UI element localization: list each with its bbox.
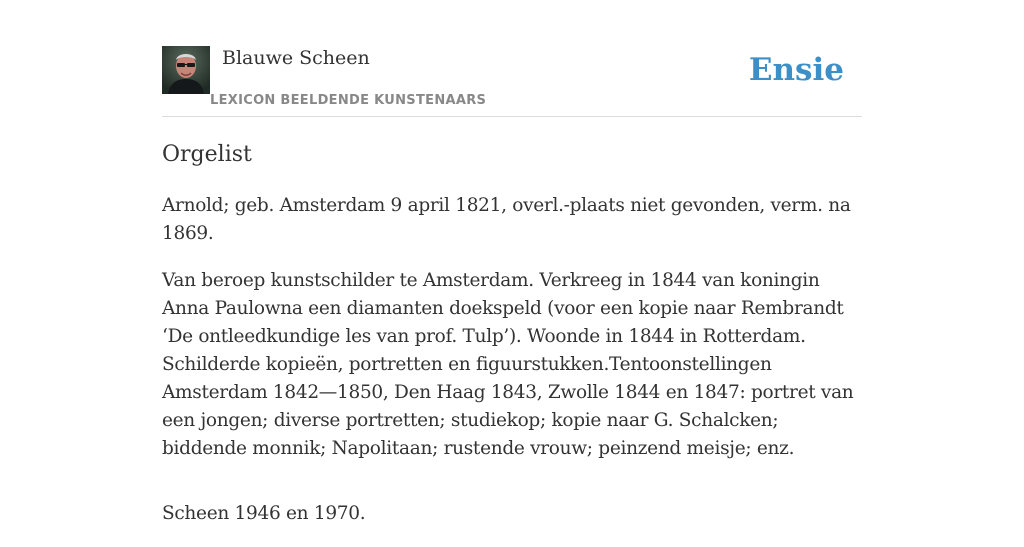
lexicon-subtitle[interactable]: LEXICON BEELDENDE KUNSTENAARS bbox=[210, 93, 487, 108]
article-title: Orgelist bbox=[162, 142, 252, 167]
ensie-logo[interactable]: Ensie bbox=[748, 52, 844, 88]
article-body bbox=[162, 192, 862, 547]
page-container bbox=[162, 0, 862, 524]
author-name[interactable]: Blauwe Scheen bbox=[222, 47, 370, 69]
article-paragraph-biography: Van beroep kunstschilder te Amsterdam. Verkreeg in 1844 van koningin Anna Paulowna een diamanten doekspeld (voor een kopie naar Rembrandt ‘De ontleedkundige les van prof. Tulp’). Woonde in 1844 in Rotterdam. Schilderde kopieën, portretten en figuurstukken.Tentoonstellingen Amsterdam 1842—1850, Den Haag 1843, Zwolle 1844 en 1847: portret van een jongen; diverse portretten; studiekop; kopie naar G. Schalcken; biddende monnik; Napolitaan; rustende vrouw; peinzend meisje; enz. bbox=[162, 270, 854, 459]
page-header bbox=[162, 46, 862, 117]
author-avatar[interactable] bbox=[162, 46, 210, 94]
article-paragraph-intro: Arnold; geb. Amsterdam 9 april 1821, overl.-plaats niet gevonden, verm. na 1869. bbox=[162, 195, 851, 244]
avatar-photo bbox=[162, 46, 210, 94]
article-paragraph-source: Scheen 1946 en 1970. bbox=[162, 503, 366, 524]
